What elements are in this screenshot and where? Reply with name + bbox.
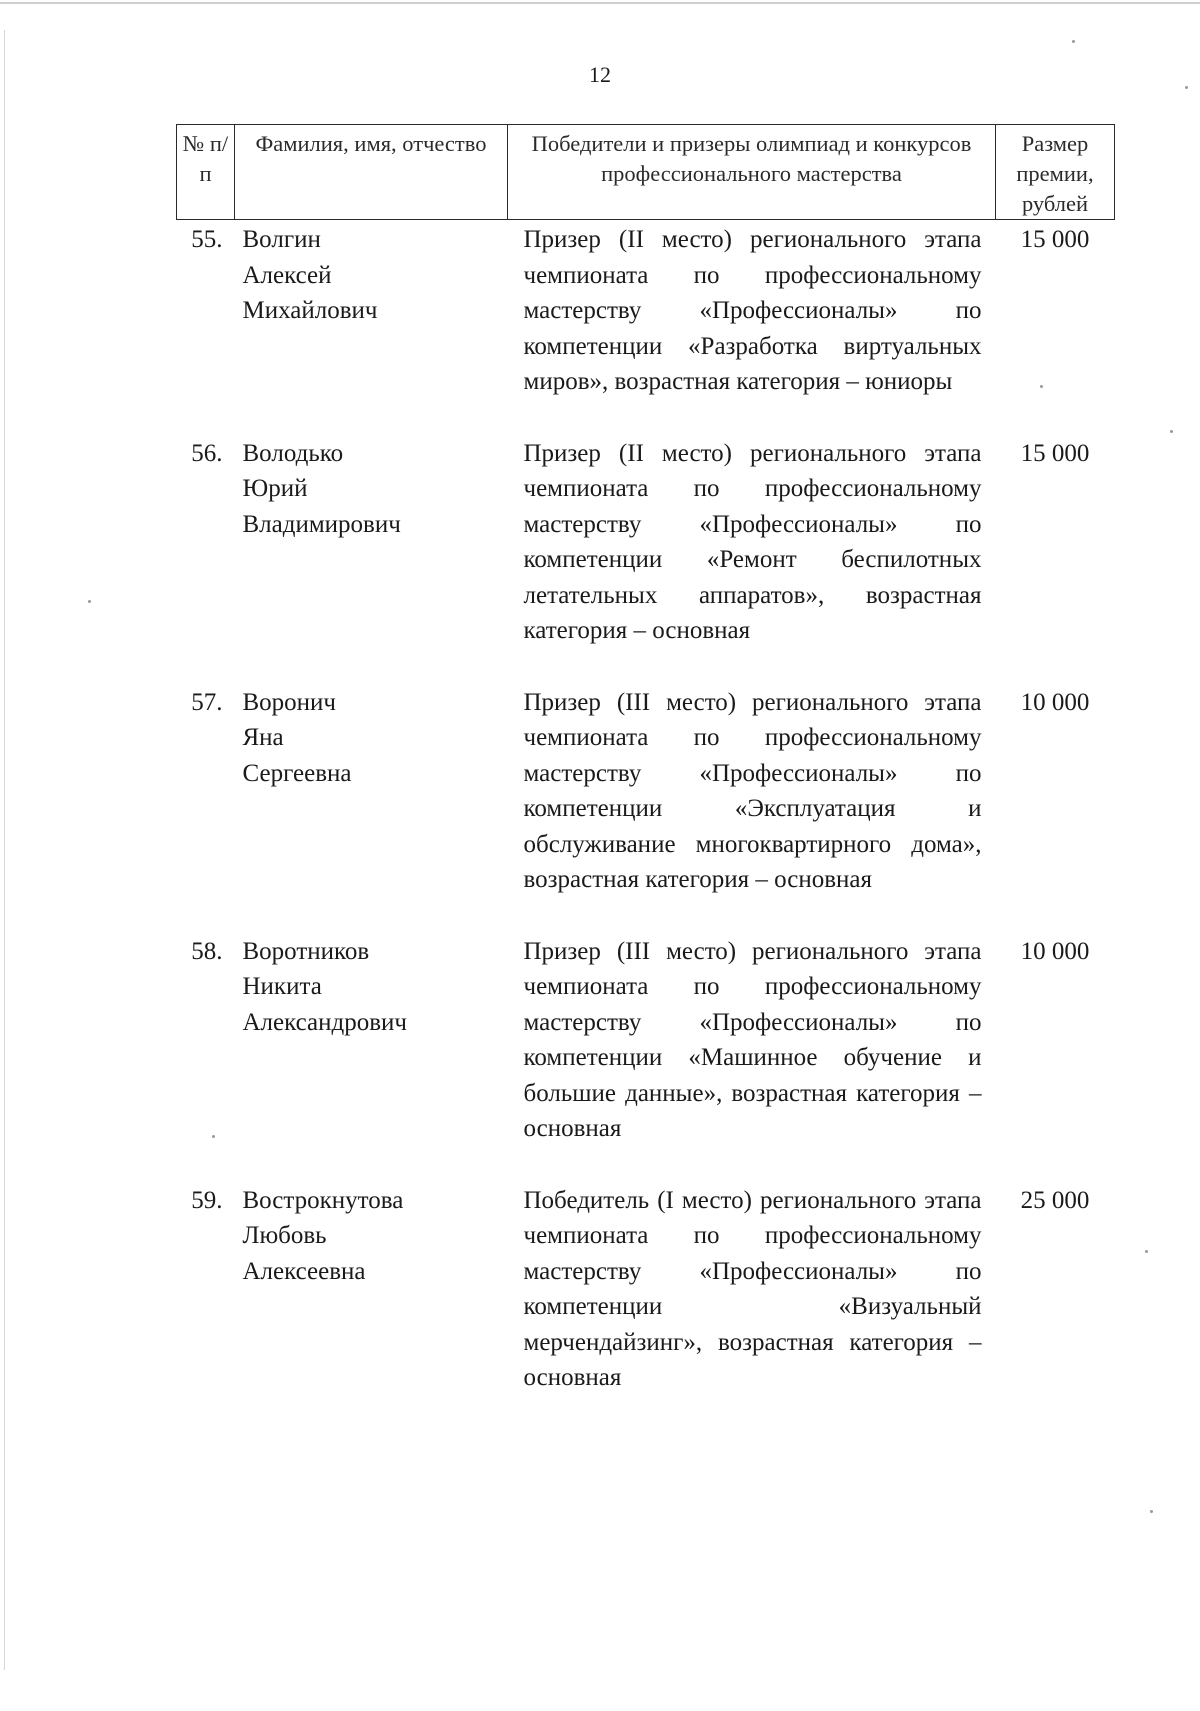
table-row [177,934,1115,1183]
page-number: 12 [589,62,611,87]
row-number: 55. [191,226,223,253]
header-num: № п/п [177,125,235,220]
row-number: 58. [191,937,223,965]
prize-amount: 10 000 [1020,937,1090,965]
achievement-text: Призер (III место) регионального этапа чемпионата по профессиональному мастерству «Профессионалы» по компетенции «Машинное обучение и большие данные», возрастная категория – основная [523,937,982,1142]
surname: Воротников [242,937,370,965]
first-name: Яна [242,724,284,751]
header-row [177,125,1115,220]
header-achievement: Победители и призеры олимпиад и конкурсов профессионального мастерства [508,125,996,220]
surname: Вострокнутова [242,1186,404,1214]
scan-top-rule [0,2,1200,4]
scan-speck [212,1135,215,1138]
row-number: 59. [191,1186,223,1214]
patronymic: Михайлович [242,297,378,324]
scan-left-edge [4,30,5,1670]
achievement-text: Призер (II место) регионального этапа чемпионата по профессиональному мастерству «Профессионалы» по компетенции «Ремонт беспилотных летательных аппаратов», возрастная категория – основная [523,439,982,644]
full-name [235,220,508,436]
table-row [177,1183,1115,1432]
prize-amount: 25 000 [1020,1186,1090,1214]
header-name: Фамилия, имя, отчество [235,125,508,220]
patronymic: Сергеевна [242,759,352,787]
table-row [177,436,1115,685]
first-name: Любовь [242,1222,327,1249]
patronymic: Александрович [242,1008,408,1036]
winners-table [176,124,1115,1432]
achievement-text: Победитель (I место) регионального этапа чемпионата по профессиональному мастерству «Профессионалы» по компетенции «Визуальный мерчендайзинг», возрастная категория – основная [523,1186,982,1391]
scan-speck [1170,430,1173,433]
row-number: 57. [191,688,223,716]
scan-speck [1145,1250,1148,1253]
first-name: Никита [242,973,322,1000]
prize-amount: 15 000 [1020,226,1090,253]
first-name: Алексей [242,261,332,289]
row-number: 56. [191,439,223,467]
prize-amount: 10 000 [1020,688,1090,716]
patronymic: Владимирович [242,510,401,538]
surname: Воронич [242,688,337,716]
patronymic: Алексеевна [242,1257,366,1285]
achievement-text: Призер (III место) регионального этапа чемпионата по профессиональному мастерству «Профессионалы» по компетенции «Эксплуатация и обслуживание многоквартирного дома», возрастная категория – основная [523,688,982,893]
scan-speck [88,600,91,603]
table-row [177,220,1115,436]
table-header [177,125,1115,220]
full-name [235,685,508,934]
first-name: Юрий [242,475,308,502]
full-name [235,934,508,1183]
header-prize: Размер премии, рублей [996,125,1115,220]
table-row [177,685,1115,934]
table-body [177,220,1115,1432]
scan-speck [1072,40,1075,43]
surname: Володько [242,439,344,467]
prize-amount: 15 000 [1020,439,1090,467]
full-name [235,1183,508,1432]
scan-speck [1040,385,1043,388]
full-name [235,436,508,685]
surname: Волгин [242,226,321,253]
scan-speck [1150,1510,1153,1513]
scan-speck [1185,86,1188,89]
achievement-text: Призер (II место) регионального этапа чемпионата по профессиональному мастерству «Профессионалы» по компетенции «Разработка виртуальных миров», возрастная категория – юниоры [523,226,982,395]
